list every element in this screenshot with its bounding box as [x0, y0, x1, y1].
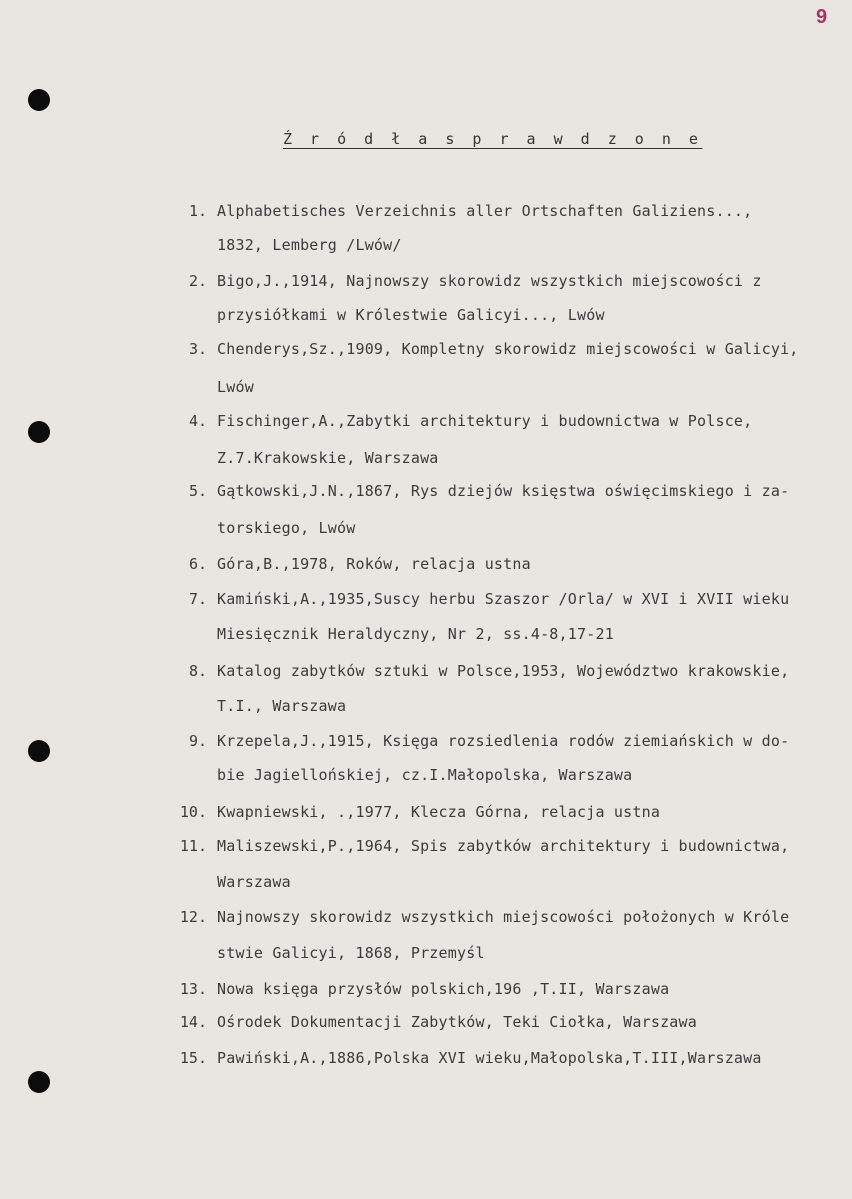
list-item-text: Katalog zabytków sztuki w Polsce,1953, Województwo krakowskie, [217, 662, 790, 680]
list-item-text: Ośrodek Dokumentacji Zabytków, Teki Ciołka, Warszawa [217, 1013, 697, 1031]
list-item-text: Gątkowski,J.N.,1867, Rys dziejów księstwa oświęcimskiego i za- [217, 482, 790, 500]
list-item-text: stwie Galicyi, 1868, Przemyśl [217, 944, 485, 962]
list-item-text: Kwapniewski, .,1977, Klecza Górna, relacja ustna [217, 803, 661, 821]
list-item-text: torskiego, Lwów [217, 519, 356, 537]
list-item-text: Miesięcznik Heraldyczny, Nr 2, ss.4-8,17-21 [217, 625, 614, 643]
list-item-text: Nowa księga przysłów polskich,196 ,T.II, Warszawa [217, 980, 670, 998]
list-item-number: 2. [188, 272, 207, 290]
punch-hole [28, 421, 50, 443]
list-item-text: Pawiński,A.,1886,Polska XVI wieku,Małopolska,T.III,Warszawa [217, 1049, 762, 1067]
page-number: 9 [816, 6, 828, 28]
list-item-text: przysiółkami w Królestwie Galicyi..., Lwów [217, 306, 605, 324]
list-item-text: Z.7.Krakowskie, Warszawa [217, 449, 439, 467]
list-item-text: Kamiński,A.,1935,Suscy herbu Szaszor /Orla/ w XVI i XVII wieku [217, 590, 790, 608]
list-item-text: bie Jagiellońskiej, cz.I.Małopolska, Warszawa [217, 766, 633, 784]
list-item-text: Fischinger,A.,Zabytki architektury i budownictwa w Polsce, [217, 412, 753, 430]
list-item-text: Lwów [217, 378, 254, 396]
list-item-text: Maliszewski,P.,1964, Spis zabytków architektury i budownictwa, [217, 837, 790, 855]
list-item-number: 10. [179, 803, 207, 821]
list-item-text: 1832, Lemberg /Lwów/ [217, 236, 402, 254]
list-item-text: T.I., Warszawa [217, 697, 347, 715]
list-item-text: Najnowszy skorowidz wszystkich miejscowości położonych w Króle [217, 908, 790, 926]
list-item-number: 4. [188, 412, 207, 430]
list-item-text: Chenderys,Sz.,1909, Kompletny skorowidz miejscowości w Galicyi, [217, 340, 799, 358]
list-item-number: 1. [188, 202, 207, 220]
list-item-number: 3. [188, 340, 207, 358]
list-item-number: 11. [179, 837, 207, 855]
punch-hole [28, 89, 50, 111]
list-item-number: 7. [188, 590, 207, 608]
list-item-number: 6. [188, 555, 207, 573]
list-item-number: 9. [188, 732, 207, 750]
list-item-number: 15. [179, 1049, 207, 1067]
list-item-text: Góra,B.,1978, Roków, relacja ustna [217, 555, 531, 573]
list-item-number: 12. [179, 908, 207, 926]
page-title: Ź r ó d ł a s p r a w d z o n e [283, 130, 703, 148]
list-item-text: Warszawa [217, 873, 291, 891]
punch-hole [28, 740, 50, 762]
list-item-text: Krzepela,J.,1915, Księga rozsiedlenia rodów ziemiańskich w do- [217, 732, 790, 750]
list-item-number: 13. [179, 980, 207, 998]
list-item-number: 8. [188, 662, 207, 680]
punch-hole [28, 1071, 50, 1093]
list-item-number: 14. [179, 1013, 207, 1031]
list-item-text: Alphabetisches Verzeichnis aller Ortschaften Galiziens..., [217, 202, 753, 220]
list-item-number: 5. [188, 482, 207, 500]
list-item-text: Bigo,J.,1914, Najnowszy skorowidz wszystkich miejscowości z [217, 272, 762, 290]
